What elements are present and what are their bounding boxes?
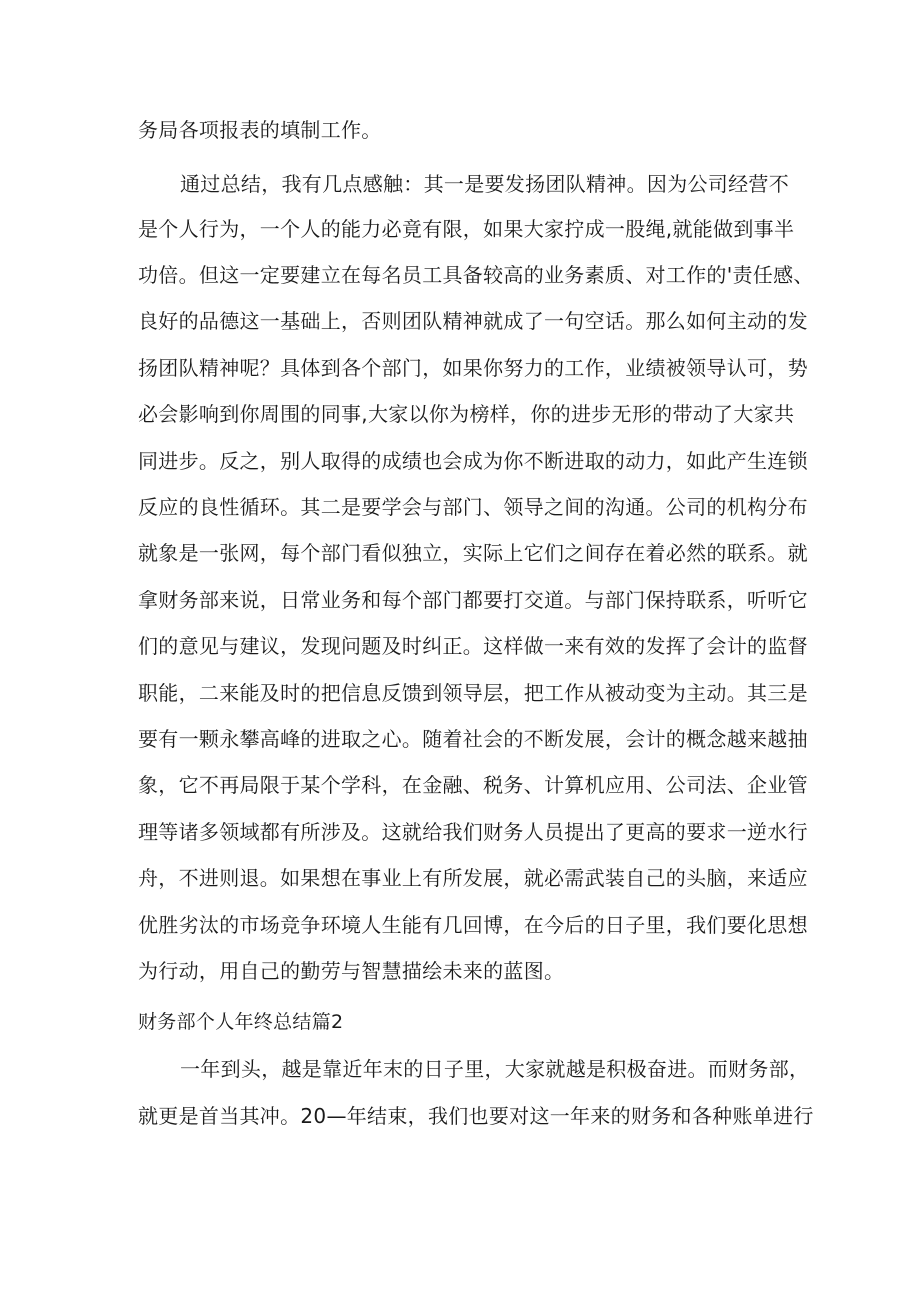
paragraph-line: 就象是一张网，每个部门看似独立，实际上它们之间存在着必然的联系。就 [138,541,808,565]
paragraph-line: 拿财务部来说，日常业务和每个部门都要打交道。与部门保持联系，听听它 [138,588,808,612]
paragraph-line: 必会影响到你周围的同事,大家以你为榜样，你的进步无形的带动了大家共 [138,402,795,426]
paragraph-line: 就更是首当其冲。20—年结束，我们也要对这一年来的财务和各种账单进行 [138,1104,814,1128]
paragraph-line: 扬团队精神呢？具体到各个部门，如果你努力的工作，业绩被领导认可，势 [138,356,808,380]
paragraph-line: 务局各项报表的填制工作。 [138,118,382,142]
paragraph-line: 良好的品德这一基础上，否则团队精神就成了一句空话。那么如何主动的发 [138,309,808,333]
paragraph-line: 一年到头，越是靠近年末的日子里，大家就越是积极奋进。而财务部， [180,1057,810,1081]
paragraph-line: 们的意见与建议，发现问题及时纠正。这样做一来有效的发挥了会计的监督 [138,634,808,658]
paragraph-line: 要有一颗永攀高峰的进取之心。随着社会的不断发展，会计的概念越来越抽 [138,727,808,751]
section-heading: 财务部个人年终总结篇2 [138,1011,344,1033]
paragraph-line: 舟，不进则退。如果想在事业上有所发展，就必需武装自己的头脑，来适应 [138,866,808,890]
paragraph-line: 是个人行为，一个人的能力必竟有限，如果大家拧成一股绳,就能做到事半 [138,217,795,241]
paragraph-line: 职能，二来能及时的把信息反馈到领导层，把工作从被动变为主动。其三是 [138,681,808,705]
paragraph-line: 优胜劣汰的市场竞争环境人生能有几回博，在今后的日子里，我们要化思想 [138,913,808,937]
paragraph-line: 为行动，用自己的勤劳与智慧描绘未来的蓝图。 [138,959,565,983]
paragraph-line: 理等诸多领域都有所涉及。这就给我们财务人员提出了更高的要求一逆水行 [138,820,808,844]
paragraph-line: 象，它不再局限于某个学科，在金融、税务、计算机应用、公司法、企业管 [138,773,808,797]
paragraph-line: 同进步。反之，别人取得的成绩也会成为你不断进取的动力，如此产生连锁 [138,449,808,473]
paragraph-line: 反应的良性循环。其二是要学会与部门、领导之间的沟通。公司的机构分布 [138,495,808,519]
paragraph-line: 通过总结，我有几点感触：其一是要发扬团队精神。因为公司经营不 [180,172,789,196]
paragraph-line: 功倍。但这一定要建立在每名员工具备较高的业务素质、对工作的'责任感、 [138,263,814,287]
